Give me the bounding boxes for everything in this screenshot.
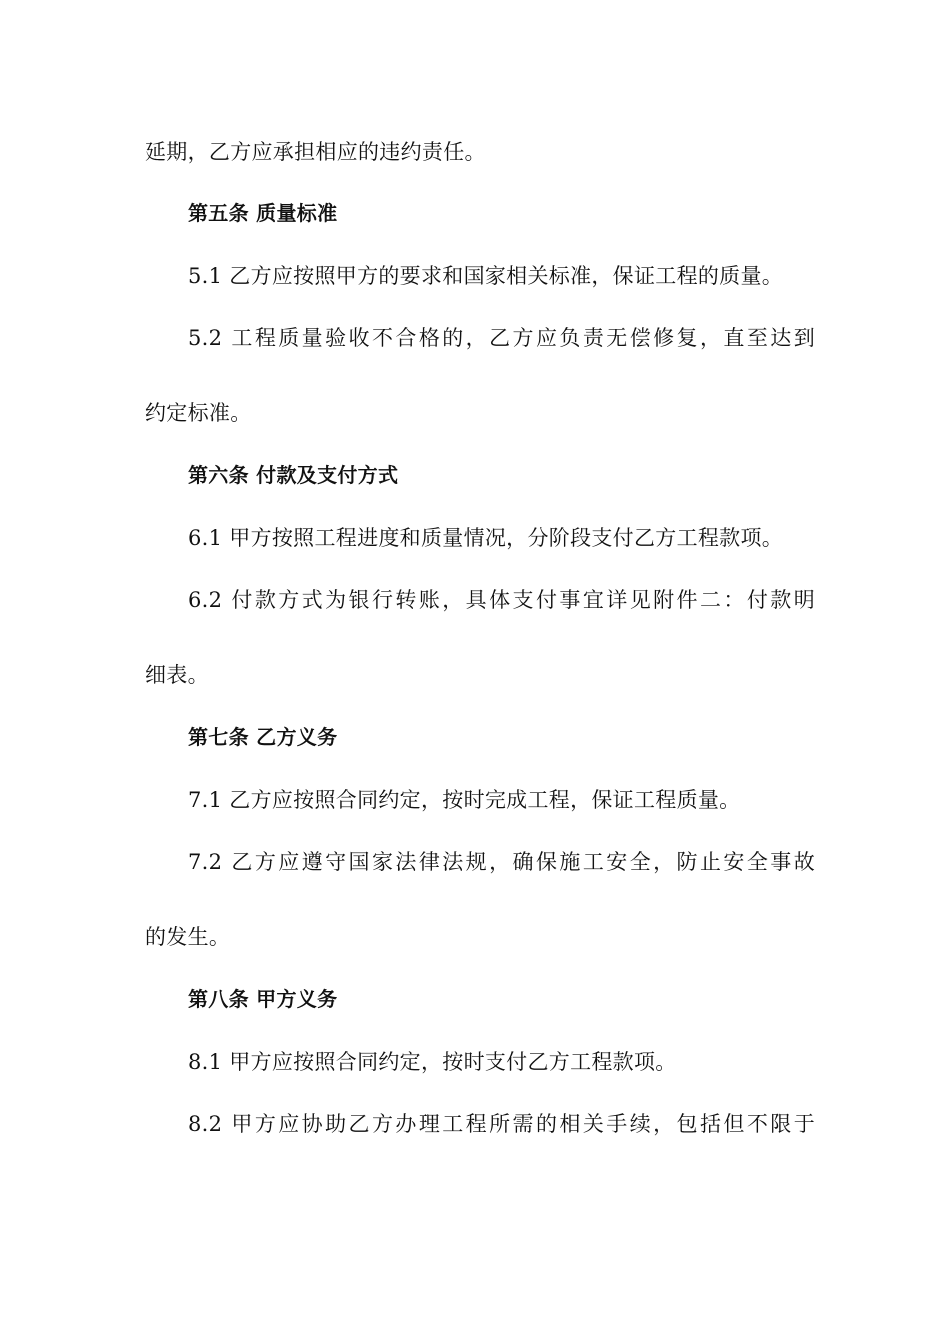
article-8-heading: 第八条 甲方义务 <box>188 987 338 1011</box>
clause-8-1: 8.1 甲方应按照合同约定，按时支付乙方工程款项。 <box>188 1050 677 1074</box>
clause-6-2: 6.2 付款方式为银行转账，具体支付事宜详见附件二：付款明 <box>188 588 815 612</box>
clause-6-2-continuation: 细表。 <box>145 663 209 687</box>
clause-5-2: 5.2 工程质量验收不合格的，乙方应负责无偿修复，直至达到 <box>188 326 815 350</box>
clause-5-1: 5.1 乙方应按照甲方的要求和国家相关标准，保证工程的质量。 <box>188 264 784 288</box>
clause-7-2: 7.2 乙方应遵守国家法律法规，确保施工安全，防止安全事故 <box>188 850 815 874</box>
clause-6-1: 6.1 甲方按照工程进度和质量情况，分阶段支付乙方工程款项。 <box>188 526 784 550</box>
clause-7-1: 7.1 乙方应按照合同约定，按时完成工程，保证工程质量。 <box>188 788 741 812</box>
clause-5-2-continuation: 约定标准。 <box>145 401 252 425</box>
clause-8-2: 8.2 甲方应协助乙方办理工程所需的相关手续，包括但不限于 <box>188 1112 815 1136</box>
article-6-heading: 第六条 付款及支付方式 <box>188 463 399 487</box>
article-5-heading: 第五条 质量标准 <box>188 201 338 225</box>
clause-7-2-continuation: 的发生。 <box>145 925 231 949</box>
paragraph-continuation: 延期，乙方应承担相应的违约责任。 <box>145 140 486 164</box>
article-7-heading: 第七条 乙方义务 <box>188 725 338 749</box>
